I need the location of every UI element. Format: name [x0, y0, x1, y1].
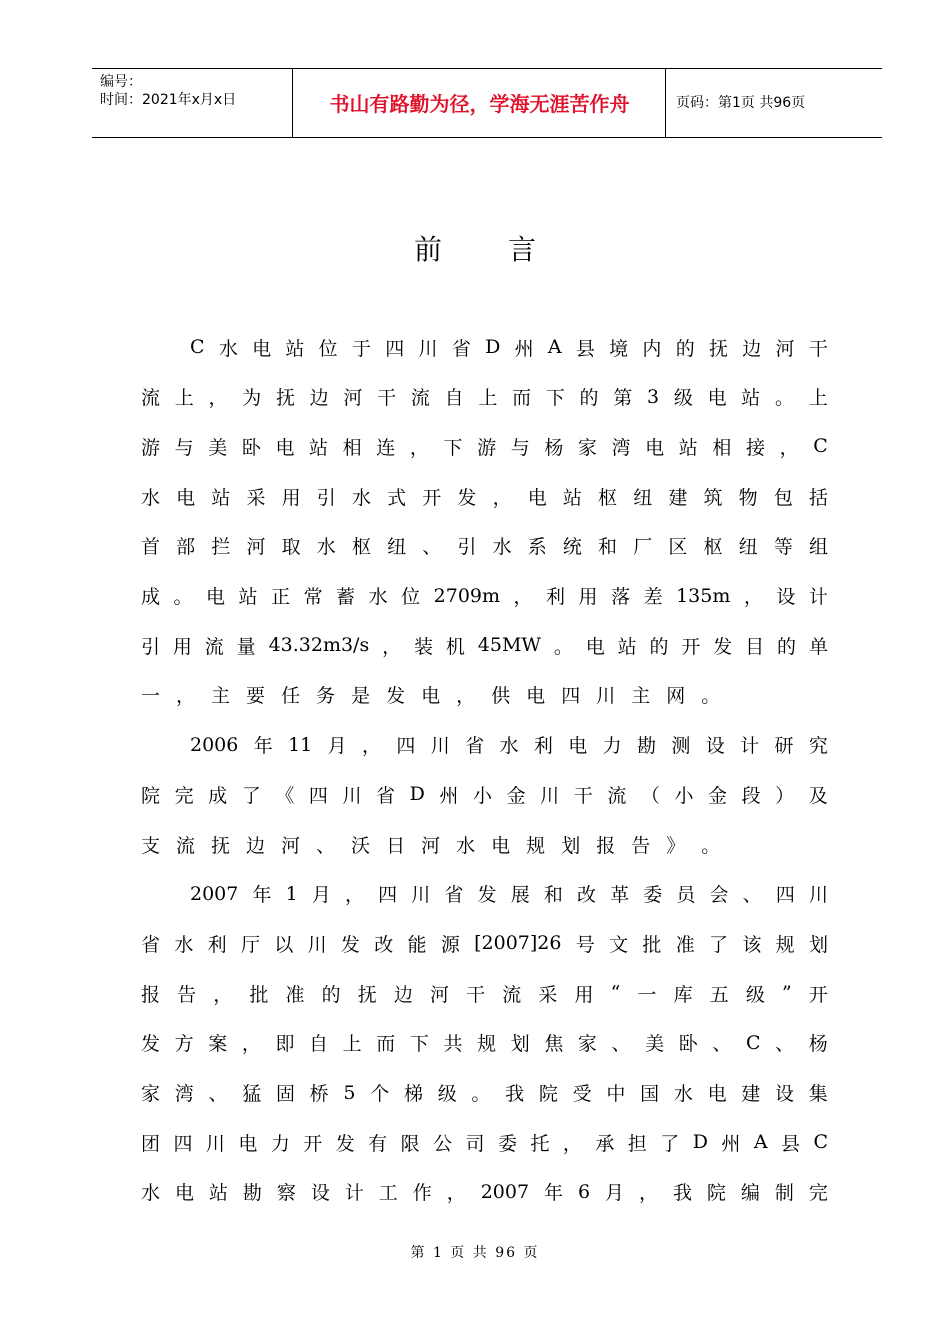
text-line: 引 用 流 量 43.32m3/s ， 装 机 45MW 。 电 站 的 开 发 目 的 单 [141, 634, 828, 658]
header-right-cell [666, 69, 882, 137]
text-line: 水 电 站 采 用 引 水 式 开 发 ， 电 站 枢 纽 建 筑 物 包 括 [141, 486, 828, 509]
text-line: 2006 年 11 月 ， 四 川 省 水 利 电 力 勘 测 设 计 研 究 [190, 733, 828, 758]
page-footer: 第 1 页 共 96 页 [410, 1245, 540, 1261]
text-line: 报 告 ， 批 准 的 抚 边 河 干 流 采 用 “ 一 库 五 级 ” 开 [141, 982, 828, 1006]
text-line: 流 上 ， 为 抚 边 河 干 流 自 上 而 下 的 第 3 级 电 站 。 上 [141, 385, 828, 410]
text-line: 支 流 抚 边 河 、 沃 日 河 水 电 规 划 报 告 》 。 [141, 834, 721, 857]
text-line: 院 完 成 了 《 四 川 省 D 州 小 金 川 干 流 （ 小 金 段 ） 及 [141, 783, 828, 807]
page-label: 页码：第1页 共96页 [676, 95, 806, 111]
text-line: 游 与 美 卧 电 站 相 连 ， 下 游 与 杨 家 湾 电 站 相 接 ， C [141, 435, 828, 459]
number-label: 编号： [100, 74, 142, 90]
text-line: 团 四 川 电 力 开 发 有 限 公 司 委 托 ， 承 担 了 D 州 A 县 C [141, 1131, 828, 1155]
text-line: 省 水 利 厅 以 川 发 改 能 源 [2007]26 号 文 批 准 了 该 规 划 [141, 932, 828, 956]
time-label: 时间：2021年x月x日 [100, 92, 237, 108]
page-title: 前言 [413, 233, 602, 266]
header-motto-cell [293, 69, 666, 137]
header-motto: 书山有路勤为径，学海无涯苦作舟 [329, 92, 630, 116]
text-line: 家 湾 、 猛 固 桥 5 个 梯 级 。 我 院 受 中 国 水 电 建 设 集 [141, 1081, 828, 1105]
text-line: 水 电 站 勘 察 设 计 工 作 ， 2007 年 6 月 ， 我 院 编 制 完 [141, 1180, 828, 1205]
text-line: C 水 电 站 位 于 四 川 省 D 州 A 县 境 内 的 抚 边 河 干 [190, 336, 828, 360]
text-line: 发 方 案 ， 即 自 上 而 下 共 规 划 焦 家 、 美 卧 、 C 、 杨 [141, 1031, 828, 1056]
text-line: 首 部 拦 河 取 水 枢 纽 、 引 水 系 统 和 厂 区 枢 纽 等 组 [141, 536, 828, 559]
text-line: 成 。 电 站 正 常 蓄 水 位 2709m ， 利 用 落 差 135m ， 设 计 [141, 584, 828, 608]
text-line: 一 ， 主 要 任 务 是 发 电 ， 供 电 四 川 主 网 。 [141, 685, 721, 708]
text-line: 2007 年 1 月 ， 四 川 省 发 展 和 改 革 委 员 会 、 四 川 [190, 882, 828, 907]
document-header [92, 68, 882, 138]
header-left-cell [92, 69, 293, 137]
